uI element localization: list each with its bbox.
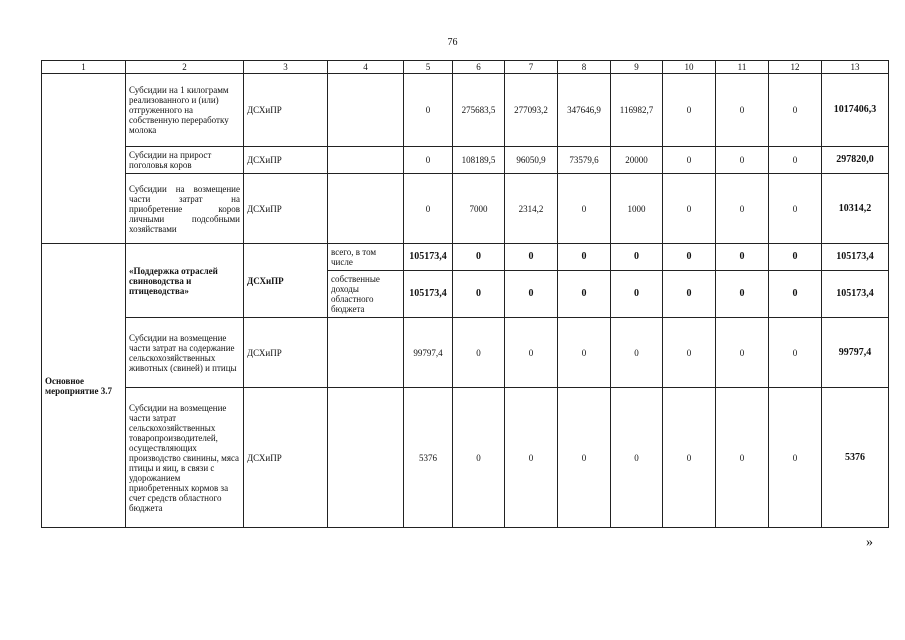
measure-value: 0 [558, 244, 611, 271]
row-value: 0 [404, 147, 453, 174]
budget-table [41, 60, 889, 528]
measure-value: 105173,4 [404, 271, 453, 318]
row-value: 0 [769, 388, 822, 528]
measure-row [42, 244, 889, 271]
row-value: 0 [611, 388, 663, 528]
column-number: 2 [126, 61, 244, 74]
measure-value: 0 [505, 271, 558, 318]
row-org: ДСХиПР [244, 318, 328, 388]
row-total: 1017406,3 [822, 74, 889, 147]
measure-value: 0 [769, 244, 822, 271]
table-row [42, 147, 889, 174]
table-row [42, 318, 889, 388]
row-total: 5376 [822, 388, 889, 528]
row-value: 0 [558, 318, 611, 388]
page-number: 76 [447, 37, 458, 48]
measure-value: 0 [611, 271, 663, 318]
column-number-row [42, 61, 889, 74]
measure-title: «Поддержка отраслей свиноводства и птицеводства» [126, 244, 244, 318]
measure-value: 0 [558, 271, 611, 318]
measure-value: 0 [663, 271, 716, 318]
row-name: Субсидии на 1 килограмм реализованного и (или) отгруженного на собственную переработку молока [126, 74, 244, 147]
row-value: 0 [558, 388, 611, 528]
row-value: 347646,9 [558, 74, 611, 147]
column-number: 10 [663, 61, 716, 74]
table-row [42, 388, 889, 528]
row-value: 0 [716, 318, 769, 388]
column-number: 1 [42, 61, 126, 74]
column-number: 11 [716, 61, 769, 74]
column-number: 5 [404, 61, 453, 74]
row-value: 73579,6 [558, 147, 611, 174]
row-total: 10314,2 [822, 174, 889, 244]
row-value: 0 [611, 318, 663, 388]
row-value: 0 [404, 174, 453, 244]
row-value: 99797,4 [404, 318, 453, 388]
measure-value: 0 [663, 244, 716, 271]
row-value: 0 [663, 147, 716, 174]
measure-value: 0 [505, 244, 558, 271]
row-value: 0 [716, 147, 769, 174]
measure-value: 0 [716, 244, 769, 271]
measure-value: 0 [611, 244, 663, 271]
empty-cell [328, 147, 404, 174]
row-value: 0 [769, 74, 822, 147]
measure-total: 105173,4 [822, 244, 889, 271]
row-name: Субсидии на возмещение части затрат на приобретение коров личными подсобными хозяйствами [126, 174, 244, 244]
column-number: 9 [611, 61, 663, 74]
row-value: 0 [716, 174, 769, 244]
row-org: ДСХиПР [244, 388, 328, 528]
measure-value: 0 [453, 271, 505, 318]
row-value: 7000 [453, 174, 505, 244]
table-row [42, 74, 889, 147]
row-value: 0 [663, 74, 716, 147]
row-value: 5376 [404, 388, 453, 528]
row-org: ДСХиПР [244, 147, 328, 174]
empty-cell [328, 318, 404, 388]
row-value: 116982,7 [611, 74, 663, 147]
measure-value: 0 [453, 244, 505, 271]
column-number: 12 [769, 61, 822, 74]
empty-cell [42, 74, 126, 244]
row-value: 2314,2 [505, 174, 558, 244]
row-total: 99797,4 [822, 318, 889, 388]
row-org: ДСХиПР [244, 174, 328, 244]
row-value: 0 [663, 174, 716, 244]
measure-value: 0 [769, 271, 822, 318]
row-value: 108189,5 [453, 147, 505, 174]
row-value: 0 [663, 388, 716, 528]
row-name: Субсидии на возмещение части затрат сельскохозяйственных товаропроизводителей, осуществляющих производство свинины, мяса птицы и яиц, в связи с удорожанием приобретенных кормов за счет средств областного бюджета [126, 388, 244, 528]
closing-quote: » [866, 535, 873, 550]
row-value: 0 [558, 174, 611, 244]
row-value: 0 [404, 74, 453, 147]
column-number: 13 [822, 61, 889, 74]
column-number: 4 [328, 61, 404, 74]
row-value: 0 [453, 388, 505, 528]
measure-value: 105173,4 [404, 244, 453, 271]
row-value: 0 [453, 318, 505, 388]
row-total: 297820,0 [822, 147, 889, 174]
row-value: 0 [769, 174, 822, 244]
measure-value: 0 [716, 271, 769, 318]
measure-org: ДСХиПР [244, 244, 328, 318]
column-number: 3 [244, 61, 328, 74]
row-value: 0 [716, 388, 769, 528]
funding-source: собственные доходы областного бюджета [328, 271, 404, 318]
measure-total: 105173,4 [822, 271, 889, 318]
row-name: Субсидии на возмещение части затрат на содержание сельскохозяйственных животных (свиней) и птицы [126, 318, 244, 388]
column-number: 8 [558, 61, 611, 74]
row-value: 0 [505, 388, 558, 528]
row-value: 96050,9 [505, 147, 558, 174]
row-value: 20000 [611, 147, 663, 174]
row-value: 0 [716, 74, 769, 147]
row-name: Субсидии на прирост поголовья коров [126, 147, 244, 174]
row-value: 277093,2 [505, 74, 558, 147]
empty-cell [328, 74, 404, 147]
funding-source: всего, в том числе [328, 244, 404, 271]
row-value: 1000 [611, 174, 663, 244]
row-value: 0 [769, 147, 822, 174]
empty-cell [328, 174, 404, 244]
column-number: 6 [453, 61, 505, 74]
row-value: 0 [505, 318, 558, 388]
column-number: 7 [505, 61, 558, 74]
table-row [42, 174, 889, 244]
row-value: 275683,5 [453, 74, 505, 147]
measure-label: Основное мероприятие 3.7 [42, 244, 126, 528]
empty-cell [328, 388, 404, 528]
row-value: 0 [769, 318, 822, 388]
row-value: 0 [663, 318, 716, 388]
row-org: ДСХиПР [244, 74, 328, 147]
